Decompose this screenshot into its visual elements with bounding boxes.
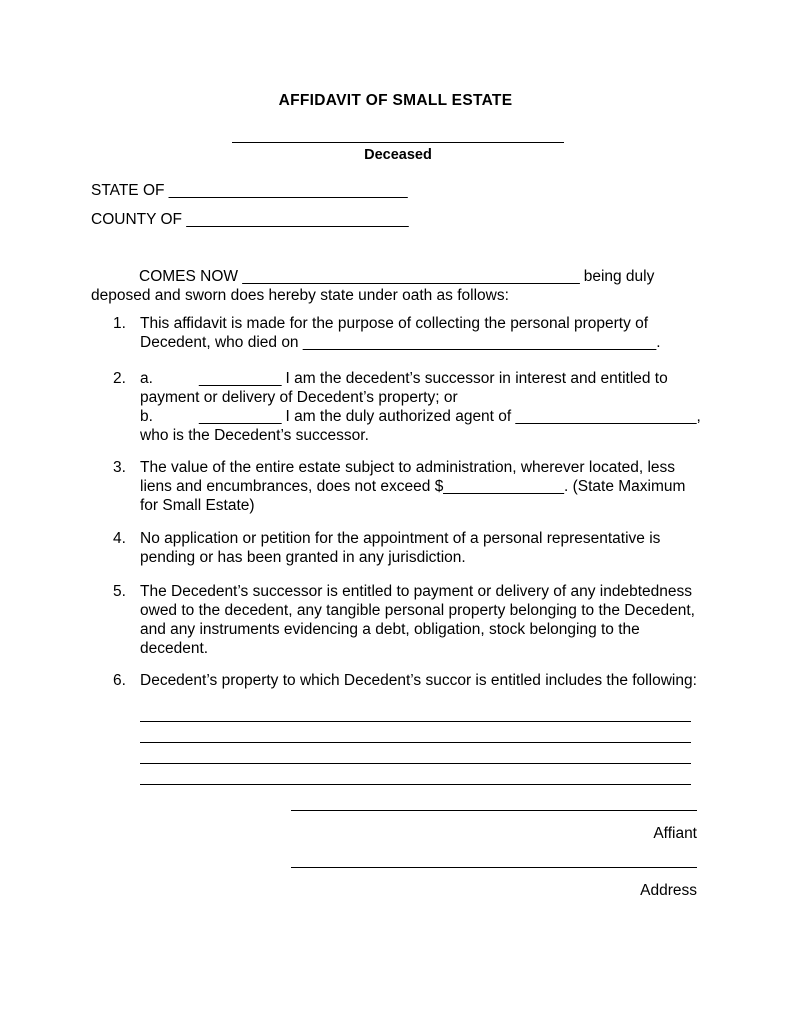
county-of-blank[interactable]: ___________________________ — [186, 211, 409, 228]
item-number: 1. — [113, 315, 126, 332]
preamble-paragraph — [91, 267, 701, 305]
county-of-field[interactable] — [91, 211, 408, 229]
list-item — [113, 582, 701, 658]
item-text: No application or petition for the appointment of a personal representative is pending or has been granted in any jurisdiction. — [140, 530, 661, 566]
deceased-name-rule[interactable] — [232, 142, 564, 143]
affiant-name-blank[interactable]: _________________________________________ — [242, 268, 580, 285]
sub-item-a-text: I am the decedent’s successor in interest and entitled to payment or delivery of Decedent’s property; or — [140, 370, 668, 406]
deceased-caption: Deceased — [364, 147, 432, 163]
sub-item-a-blank[interactable]: __________ — [198, 370, 282, 387]
preamble-tail: being duly deposed and sworn does hereby state under oath as follows: — [91, 268, 655, 304]
sub-item-b-label: b. — [140, 408, 153, 425]
state-of-label: STATE OF — [91, 182, 169, 199]
list-item — [113, 671, 701, 690]
write-in-line[interactable] — [140, 784, 691, 785]
item-number: 3. — [113, 459, 126, 476]
list-item — [113, 369, 701, 445]
page-title: AFFIDAVIT OF SMALL ESTATE — [278, 92, 513, 109]
item-text: Decedent’s property to which Decedent’s succor is entitled includes the following: — [140, 672, 697, 689]
item-number: 6. — [113, 672, 126, 689]
state-of-blank[interactable]: _____________________________ — [168, 182, 408, 199]
write-in-line[interactable] — [140, 763, 691, 764]
county-of-label: COUNTY OF — [91, 211, 187, 228]
item-number: 5. — [113, 583, 126, 600]
sub-item-a-label: a. — [140, 370, 153, 387]
list-item — [113, 314, 701, 352]
sub-item-b-text: I am the duly authorized agent of _____________________, who is the Decedent’s successor. — [140, 408, 701, 444]
write-in-line[interactable] — [140, 721, 691, 722]
write-in-line[interactable] — [140, 742, 691, 743]
item-text: The value of the entire estate subject to administration, wherever located, less liens and encumbrances, does not exceed $______________. (State Maximum for Small Estate) — [140, 459, 686, 514]
list-item — [113, 529, 701, 567]
address-rule[interactable] — [291, 867, 697, 868]
affiant-signature-rule[interactable] — [291, 810, 697, 811]
comes-now-label: COMES NOW — [139, 268, 243, 285]
sub-item-b-blank[interactable]: __________ — [198, 408, 282, 425]
item-text: The Decedent’s successor is entitled to payment or delivery of any indebtedness owed to the decedent, any tangible personal property belonging to the Decedent, and any instruments evidencing a debt, obligation, stock belonging to the decedent. — [140, 583, 695, 657]
item-text — [140, 369, 701, 445]
item-number: 4. — [113, 530, 126, 547]
affiant-label: Affiant — [653, 825, 697, 842]
item-number: 2. — [113, 370, 126, 387]
state-of-field[interactable] — [91, 182, 407, 200]
address-label: Address — [640, 882, 697, 899]
item-text: This affidavit is made for the purpose of collecting the personal property of Decedent, who died on _________________________________________. — [140, 315, 661, 351]
list-item — [113, 458, 701, 515]
